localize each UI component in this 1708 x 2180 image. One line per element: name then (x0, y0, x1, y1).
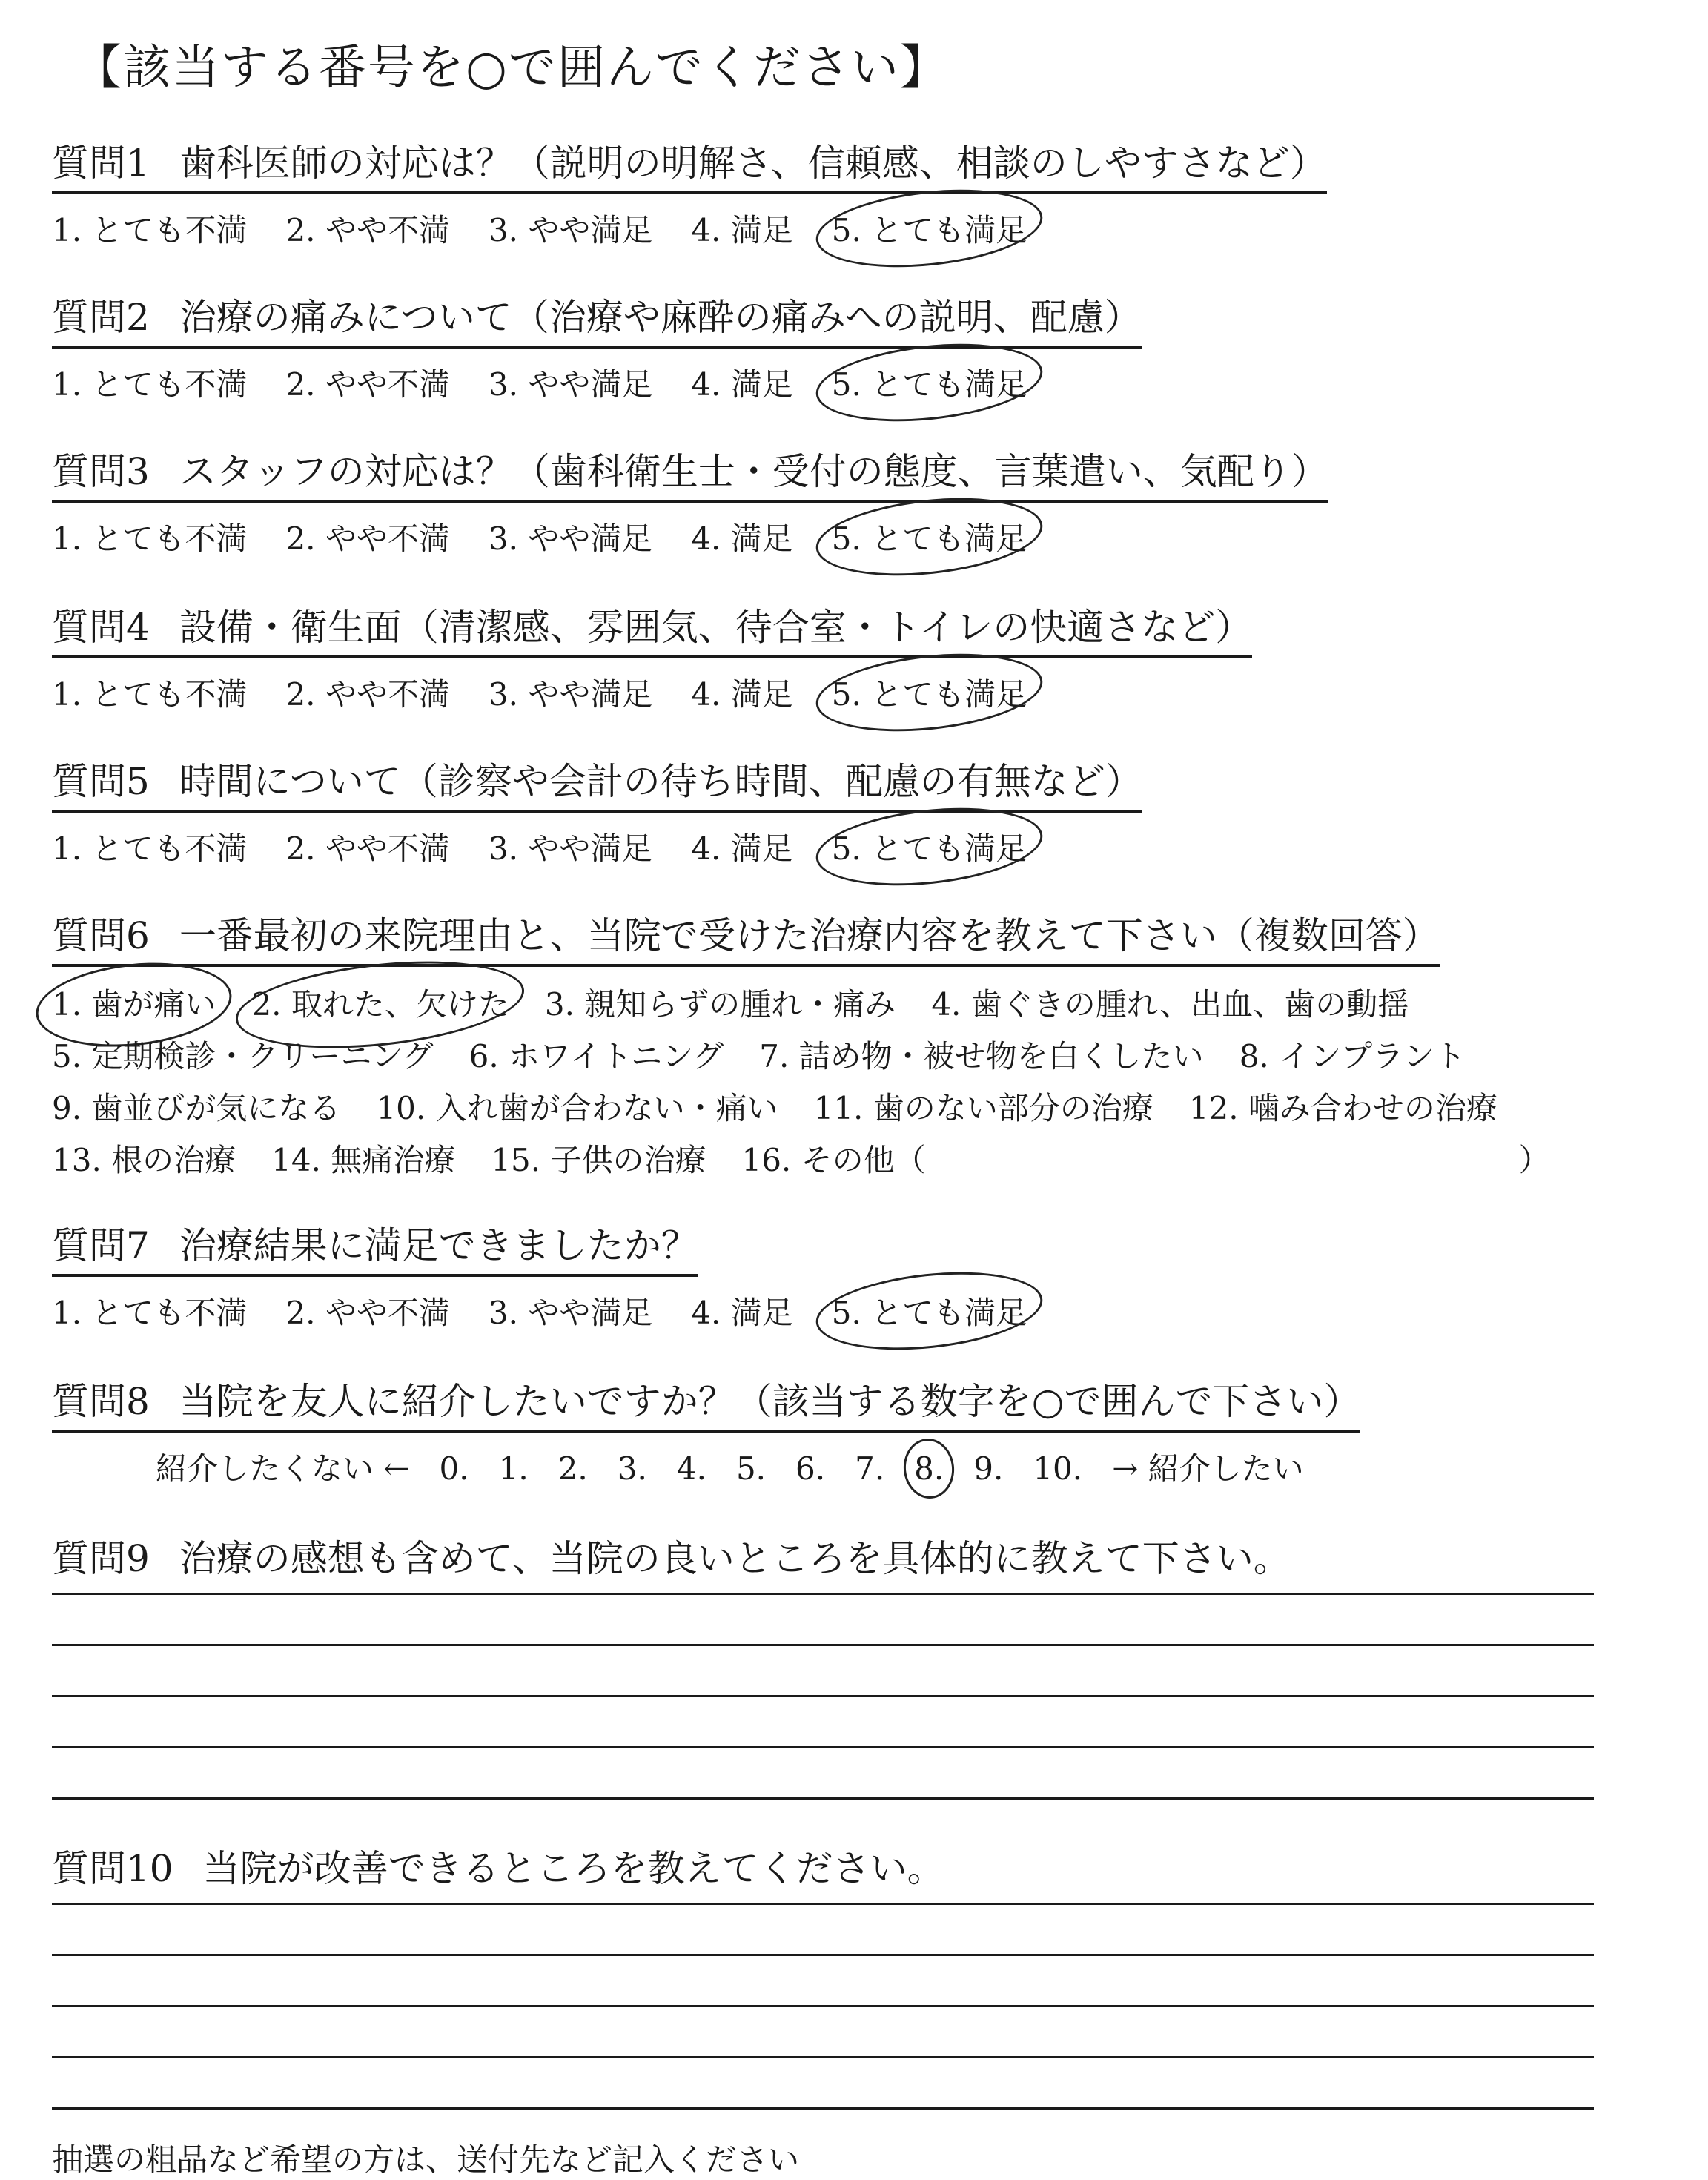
question-10-heading (52, 1839, 944, 1892)
answer-line[interactable] (52, 2056, 1594, 2058)
option-3[interactable]: 3. やや満足 (488, 1295, 653, 1331)
option-11[interactable]: 11. 歯のない部分の治療 (813, 1090, 1153, 1126)
option-9[interactable]: 9. 歯並びが気になる (52, 1090, 341, 1126)
question-1 (52, 133, 1327, 251)
option-2[interactable]: 2. やや不満 (285, 366, 450, 403)
question-7-options (52, 1289, 1027, 1333)
question-7 (52, 1216, 1027, 1333)
question-number: 質問7 (52, 1224, 150, 1267)
option-1[interactable]: 1. とても不満 (52, 830, 248, 867)
question-7-heading (52, 1216, 698, 1277)
question-6-heading (52, 906, 1440, 967)
option-3[interactable]: 3. 親知らずの腫れ・痛み (544, 986, 896, 1023)
question-3-heading (52, 442, 1328, 503)
option-2[interactable]: 2. やや不満 (285, 830, 450, 867)
option-4[interactable]: 4. 歯ぐきの腫れ、出血、歯の動揺 (931, 986, 1409, 1023)
option-5-circled[interactable]: 5. とても満足 (832, 206, 1027, 251)
question-text: スタッフの対応は？（歯科衛生士・受付の態度、言葉遣い、気配り） (179, 450, 1328, 493)
page-title: 【該当する番号を○で囲んでください】 (74, 41, 949, 96)
question-text: 歯科医師の対応は？（説明の明解さ、信頼感、相談のしやすさなど） (179, 142, 1327, 185)
question-text: 一番最初の来院理由と、当院で受けた治療内容を教えて下さい（複数回答） (179, 914, 1440, 957)
option-1[interactable]: 1. とても不満 (52, 212, 248, 248)
question-text: 当院を友人に紹介したいですか？（該当する数字を○で囲んで下さい） (179, 1380, 1361, 1423)
scale-6[interactable]: 6. (795, 1450, 826, 1487)
question-8 (52, 1372, 1360, 1489)
question-9-heading (52, 1529, 1291, 1582)
footer-note: 抽選の粗品など希望の方は、送付先など記入ください (52, 2141, 800, 2178)
answer-line[interactable] (52, 1903, 1594, 1905)
option-1-circled[interactable]: 1. 歯が痛い (52, 979, 216, 1031)
question-number: 質問6 (52, 914, 150, 957)
option-5-circled[interactable]: 5. とても満足 (832, 360, 1027, 405)
option-4[interactable]: 4. 満足 (691, 830, 793, 867)
question-9 (52, 1529, 1291, 1582)
question-number: 質問5 (52, 760, 150, 803)
option-16-label: 16. その他（ (741, 1142, 926, 1178)
scale-5[interactable]: 5. (735, 1450, 767, 1487)
scale-8-circled[interactable]: 8. (914, 1450, 944, 1487)
question-number: 質問3 (52, 450, 150, 493)
question-2-heading (52, 288, 1142, 349)
option-4[interactable]: 4. 満足 (691, 676, 793, 713)
option-5-circled[interactable]: 5. とても満足 (832, 1289, 1027, 1333)
option-7[interactable]: 7. 詰め物・被せ物を白くしたい (759, 1038, 1204, 1074)
question-6 (52, 906, 1550, 1186)
question-5 (52, 752, 1142, 869)
option-1[interactable]: 1. とても不満 (52, 1295, 248, 1331)
option-14[interactable]: 14. 無痛治療 (271, 1142, 456, 1178)
question-number: 質問9 (52, 1537, 150, 1580)
options-row (52, 979, 1550, 1031)
question-3 (52, 442, 1328, 559)
option-3[interactable]: 3. やや満足 (488, 830, 653, 867)
option-8[interactable]: 8. インプラント (1239, 1038, 1466, 1074)
option-2[interactable]: 2. やや不満 (285, 1295, 450, 1331)
question-8-heading (52, 1372, 1360, 1433)
option-13[interactable]: 13. 根の治療 (52, 1142, 236, 1178)
answer-line[interactable] (52, 2005, 1594, 2007)
option-5[interactable]: 5. 定期検診・クリーニング (52, 1038, 434, 1074)
option-12[interactable]: 12. 噛み合わせの治療 (1188, 1090, 1497, 1126)
option-5-circled[interactable]: 5. とても満足 (832, 825, 1027, 869)
question-1-heading (52, 133, 1327, 194)
option-1[interactable]: 1. とても不満 (52, 521, 248, 557)
answer-line[interactable] (52, 1746, 1594, 1748)
question-text: 治療の感想も含めて、当院の良いところを具体的に教えて下さい。 (179, 1537, 1291, 1580)
scale-10[interactable]: 10. (1033, 1450, 1083, 1487)
scale-4[interactable]: 4. (676, 1450, 706, 1487)
question-number: 質問4 (52, 606, 150, 649)
question-10 (52, 1839, 944, 1892)
option-4[interactable]: 4. 満足 (691, 366, 793, 403)
option-3[interactable]: 3. やや満足 (488, 676, 653, 713)
option-3[interactable]: 3. やや満足 (488, 212, 653, 248)
question-9-answer-lines[interactable] (52, 1593, 1594, 1849)
option-10[interactable]: 10. 入れ歯が合わない・痛い (376, 1090, 778, 1126)
option-5-circled[interactable]: 5. とても満足 (832, 515, 1027, 559)
scale-3[interactable]: 3. (617, 1450, 647, 1487)
question-text: 治療結果に満足できましたか？ (179, 1224, 698, 1267)
option-1[interactable]: 1. とても不満 (52, 676, 248, 713)
question-4 (52, 598, 1252, 715)
question-10-answer-lines[interactable] (52, 1903, 1594, 2158)
option-2[interactable]: 2. やや不満 (285, 676, 450, 713)
question-text: 治療の痛みについて（治療や麻酔の痛みへの説明、配慮） (179, 296, 1142, 339)
scale-left-label: 紹介したくない ← (156, 1450, 410, 1487)
question-6-options (52, 979, 1550, 1186)
answer-line[interactable] (52, 1954, 1594, 1956)
scale-2[interactable]: 2. (557, 1450, 588, 1487)
answer-line[interactable] (52, 1695, 1594, 1697)
question-2 (52, 288, 1142, 405)
scale-right-label: → 紹介したい (1112, 1450, 1304, 1487)
answer-line[interactable] (52, 1797, 1594, 1800)
scale-1[interactable]: 1. (498, 1450, 529, 1487)
options-row (52, 1134, 1550, 1186)
options-row (52, 1031, 1550, 1083)
question-number: 質問8 (52, 1380, 150, 1423)
question-text: 当院が改善できるところを教えてください。 (202, 1847, 944, 1890)
option-1[interactable]: 1. とても不満 (52, 366, 248, 403)
question-number: 質問10 (52, 1847, 173, 1890)
recommend-scale (156, 1444, 1360, 1489)
option-4[interactable]: 4. 満足 (691, 212, 793, 248)
scale-0[interactable]: 0. (439, 1450, 469, 1487)
option-2[interactable]: 2. やや不満 (285, 212, 450, 248)
options-row (52, 1083, 1550, 1134)
question-4-heading (52, 598, 1252, 658)
answer-line[interactable] (52, 2107, 1594, 2110)
option-4[interactable]: 4. 満足 (691, 1295, 793, 1331)
option-4[interactable]: 4. 満足 (691, 521, 793, 557)
question-3-options (52, 515, 1328, 559)
option-3[interactable]: 3. やや満足 (488, 366, 653, 403)
option-6[interactable]: 6. ホワイトニング (469, 1038, 724, 1074)
option-15[interactable]: 15. 子供の治療 (491, 1142, 706, 1178)
question-text: 時間について（診察や会計の待ち時間、配慮の有無など） (179, 760, 1142, 803)
option-5-circled[interactable]: 5. とても満足 (832, 670, 1027, 715)
option-2[interactable]: 2. やや不満 (285, 521, 450, 557)
option-3[interactable]: 3. やや満足 (488, 521, 653, 557)
scale-9[interactable]: 9. (973, 1450, 1004, 1487)
other-close-paren: ） (1518, 1142, 1550, 1178)
question-2-options (52, 360, 1142, 405)
question-number: 質問2 (52, 296, 150, 339)
question-1-options (52, 206, 1327, 251)
option-2-circled[interactable]: 2. 取れた、欠けた (251, 979, 509, 1031)
question-5-options (52, 825, 1142, 869)
question-text: 設備・衛生面（清潔感、雰囲気、待合室・トイレの快適さなど） (179, 606, 1253, 649)
question-4-options (52, 670, 1252, 715)
question-5-heading (52, 752, 1142, 813)
answer-line[interactable] (52, 1644, 1594, 1646)
option-16[interactable] (741, 1134, 1549, 1186)
question-number: 質問1 (52, 142, 150, 185)
answer-line[interactable] (52, 1593, 1594, 1595)
scale-7[interactable]: 7. (855, 1450, 885, 1487)
